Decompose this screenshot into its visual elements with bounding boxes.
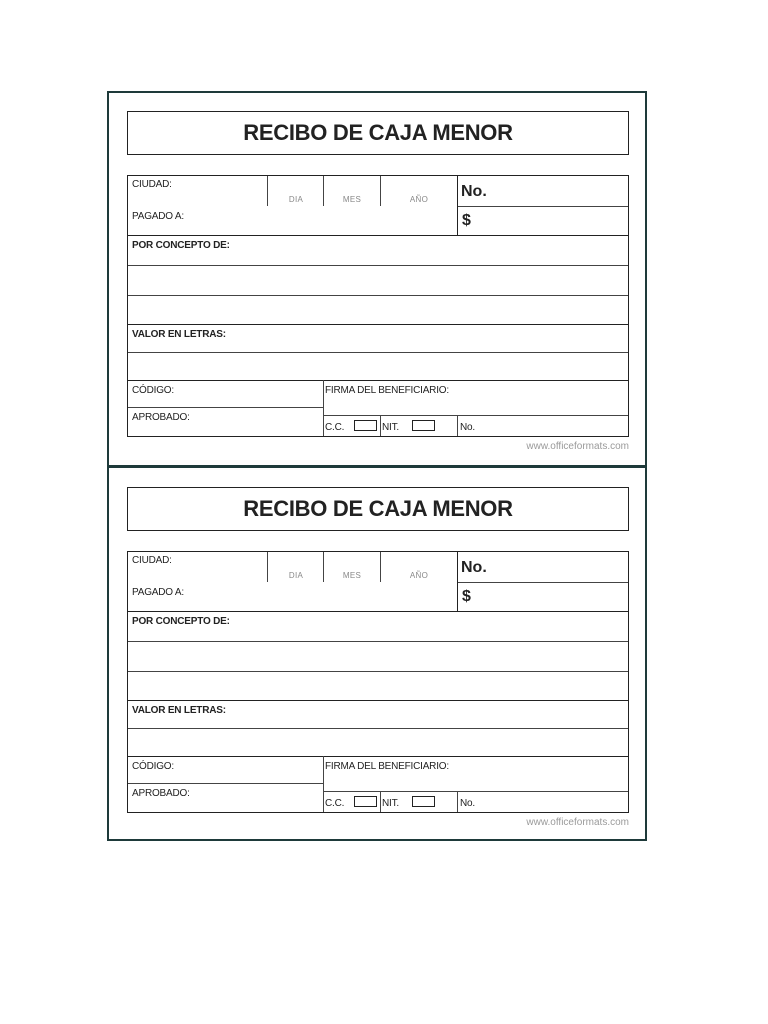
row-divider	[128, 611, 628, 612]
dollar-sign: $	[462, 212, 471, 229]
concepto-line-1	[128, 265, 628, 266]
row-divider	[128, 235, 628, 236]
date-divider	[380, 552, 381, 582]
no-small-divider	[457, 415, 458, 436]
valor-line	[128, 728, 628, 729]
no-divider	[457, 582, 628, 583]
nit-label: NIT.	[382, 422, 399, 433]
concepto-line-2	[128, 671, 628, 672]
codigo-line	[128, 783, 323, 784]
codigo-label: CÓDIGO:	[132, 761, 174, 772]
valor-line	[128, 352, 628, 353]
no-divider	[457, 206, 628, 207]
ciudad-label: CIUDAD:	[132, 555, 172, 566]
receipt-form	[127, 175, 629, 437]
firma-label: FIRMA DEL BENEFICIARIO:	[325, 761, 449, 772]
mes-label: MES	[342, 195, 362, 204]
firma-line	[323, 415, 628, 416]
dia-label: DIA	[288, 195, 304, 204]
aprobado-label: APROBADO:	[132, 788, 190, 799]
receipt-form	[127, 551, 629, 813]
no-column-divider	[457, 176, 458, 235]
firma-divider	[323, 380, 324, 436]
receipt-title: RECIBO DE CAJA MENOR	[127, 487, 629, 531]
cc-label: C.C.	[325, 798, 345, 809]
firma-line	[323, 791, 628, 792]
codigo-line	[128, 407, 323, 408]
date-divider	[380, 176, 381, 206]
nit-checkbox	[412, 420, 435, 431]
sheet-divider	[109, 465, 645, 468]
nit-checkbox	[412, 796, 435, 807]
ciudad-label: CIUDAD:	[132, 179, 172, 190]
pagado-label: PAGADO A:	[132, 211, 184, 222]
no-column-divider	[457, 552, 458, 611]
valor-label: VALOR EN LETRAS:	[132, 705, 226, 716]
aprobado-label: APROBADO:	[132, 412, 190, 423]
firma-divider	[323, 756, 324, 812]
no-small-label: No.	[460, 798, 475, 809]
firma-label: FIRMA DEL BENEFICIARIO:	[325, 385, 449, 396]
dollar-sign: $	[462, 588, 471, 605]
row-divider	[128, 700, 628, 701]
concepto-label: POR CONCEPTO DE:	[132, 240, 230, 251]
row-divider	[128, 756, 628, 757]
cc-checkbox	[354, 420, 377, 431]
receipt-sheet	[107, 91, 647, 841]
anio-label: AÑO	[409, 195, 429, 204]
mes-label: MES	[342, 571, 362, 580]
cc-divider	[380, 415, 381, 436]
cc-divider	[380, 791, 381, 812]
concepto-line-1	[128, 641, 628, 642]
no-small-label: No.	[460, 422, 475, 433]
concepto-line-2	[128, 295, 628, 296]
no-small-divider	[457, 791, 458, 812]
row-divider	[128, 380, 628, 381]
concepto-label: POR CONCEPTO DE:	[132, 616, 230, 627]
receipt-number-label: No.	[461, 559, 487, 576]
footer-url: www.officeformats.com	[526, 441, 629, 452]
cc-checkbox	[354, 796, 377, 807]
dia-label: DIA	[288, 571, 304, 580]
receipt-title: RECIBO DE CAJA MENOR	[127, 111, 629, 155]
nit-label: NIT.	[382, 798, 399, 809]
cc-label: C.C.	[325, 422, 345, 433]
receipt-number-label: No.	[461, 183, 487, 200]
footer-url: www.officeformats.com	[526, 817, 629, 828]
anio-label: AÑO	[409, 571, 429, 580]
row-divider	[128, 324, 628, 325]
valor-label: VALOR EN LETRAS:	[132, 329, 226, 340]
pagado-label: PAGADO A:	[132, 587, 184, 598]
codigo-label: CÓDIGO:	[132, 385, 174, 396]
